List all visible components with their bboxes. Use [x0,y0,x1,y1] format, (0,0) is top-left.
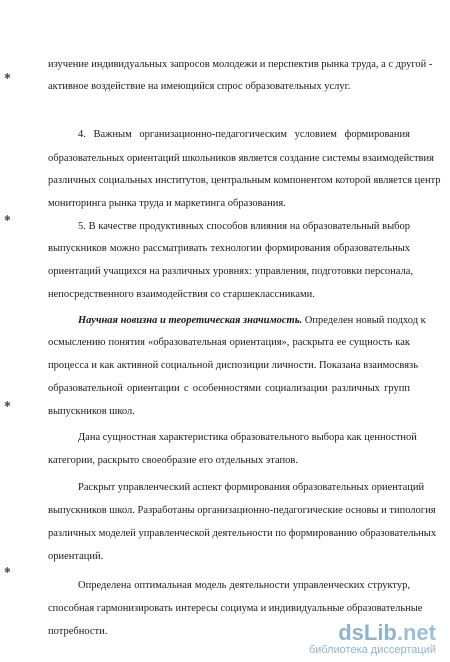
text-line: активное воздействие на имеющийся спрос образовательных услуг. [48,81,351,92]
text-line: процесса и как активной социальной диспозиции личности. Показана взаимосвязь [48,360,418,371]
text-line: непосредственного взаимодействия со старшеклассниками. [48,289,315,300]
text-line: осмыслению понятия «образовательная ориентация», раскрыта ее сущность как [48,337,410,348]
text-line: выпускников школ. Разработаны организационно-педагогические основы и типология [48,505,436,516]
text-line: изучение индивидуальных запросов молодежи и перспектив рынка труда, а с другой - [48,59,433,70]
text-line: ориентаций учащихся на различных уровнях: управления, подготовки персонала, [48,266,414,277]
watermark-logo-text: dsLib [338,620,397,645]
section-heading: Научная новизна и теоретическая значимость. [78,315,303,326]
text-line: выпускников школ. [48,406,135,417]
margin-mark: ✱ [4,72,11,81]
text-fragment: Определен новый подход к [302,315,426,326]
text-line: мониторинга рынка труда и маркетинга образования. [48,198,286,209]
text-line: ориентаций. [48,551,104,562]
text-line: выпускников можно рассматривать технологии формирования образовательных [48,243,410,254]
margin-mark: ✱ [4,400,11,409]
watermark-logo-suffix: .net [396,620,436,645]
watermark [296,620,436,656]
text-line [78,314,426,327]
text-line: различных социальных институтов, центральным компонентом которой является центр [48,175,441,186]
text-line: способная гармонизировать интересы социума и индивидуальные образовательные [48,603,423,614]
watermark-logo [338,620,436,646]
text-line: потребности. [48,626,108,637]
text-line: различных моделей управленческой деятельности по формированию образовательных [48,528,437,539]
text-line: 5. В качестве продуктивных способов влияния на образовательный выбор [78,221,410,232]
margin-mark: ✱ [4,214,11,223]
watermark-subtitle: библиотека диссертаций [308,644,436,656]
text-line: Дана сущностная характеристика образовательного выбора как ценностной [78,432,417,443]
text-line: Раскрыт управленческий аспект формирования образовательных ориентаций [78,482,425,493]
text-line: образовательных ориентаций школьников является создание системы взаимодействия [48,153,434,164]
text-line: категории, раскрыто своеобразие его отдельных этапов. [48,455,298,466]
text-line: образовательной ориентации с особенностями социализации различных групп [48,383,410,394]
text-line: 4. Важным организационно-педагогическим условием формирования [78,129,410,140]
text-line: Определена оптимальная модель деятельности управленческих структур, [78,580,410,591]
margin-mark: ✱ [4,566,11,575]
